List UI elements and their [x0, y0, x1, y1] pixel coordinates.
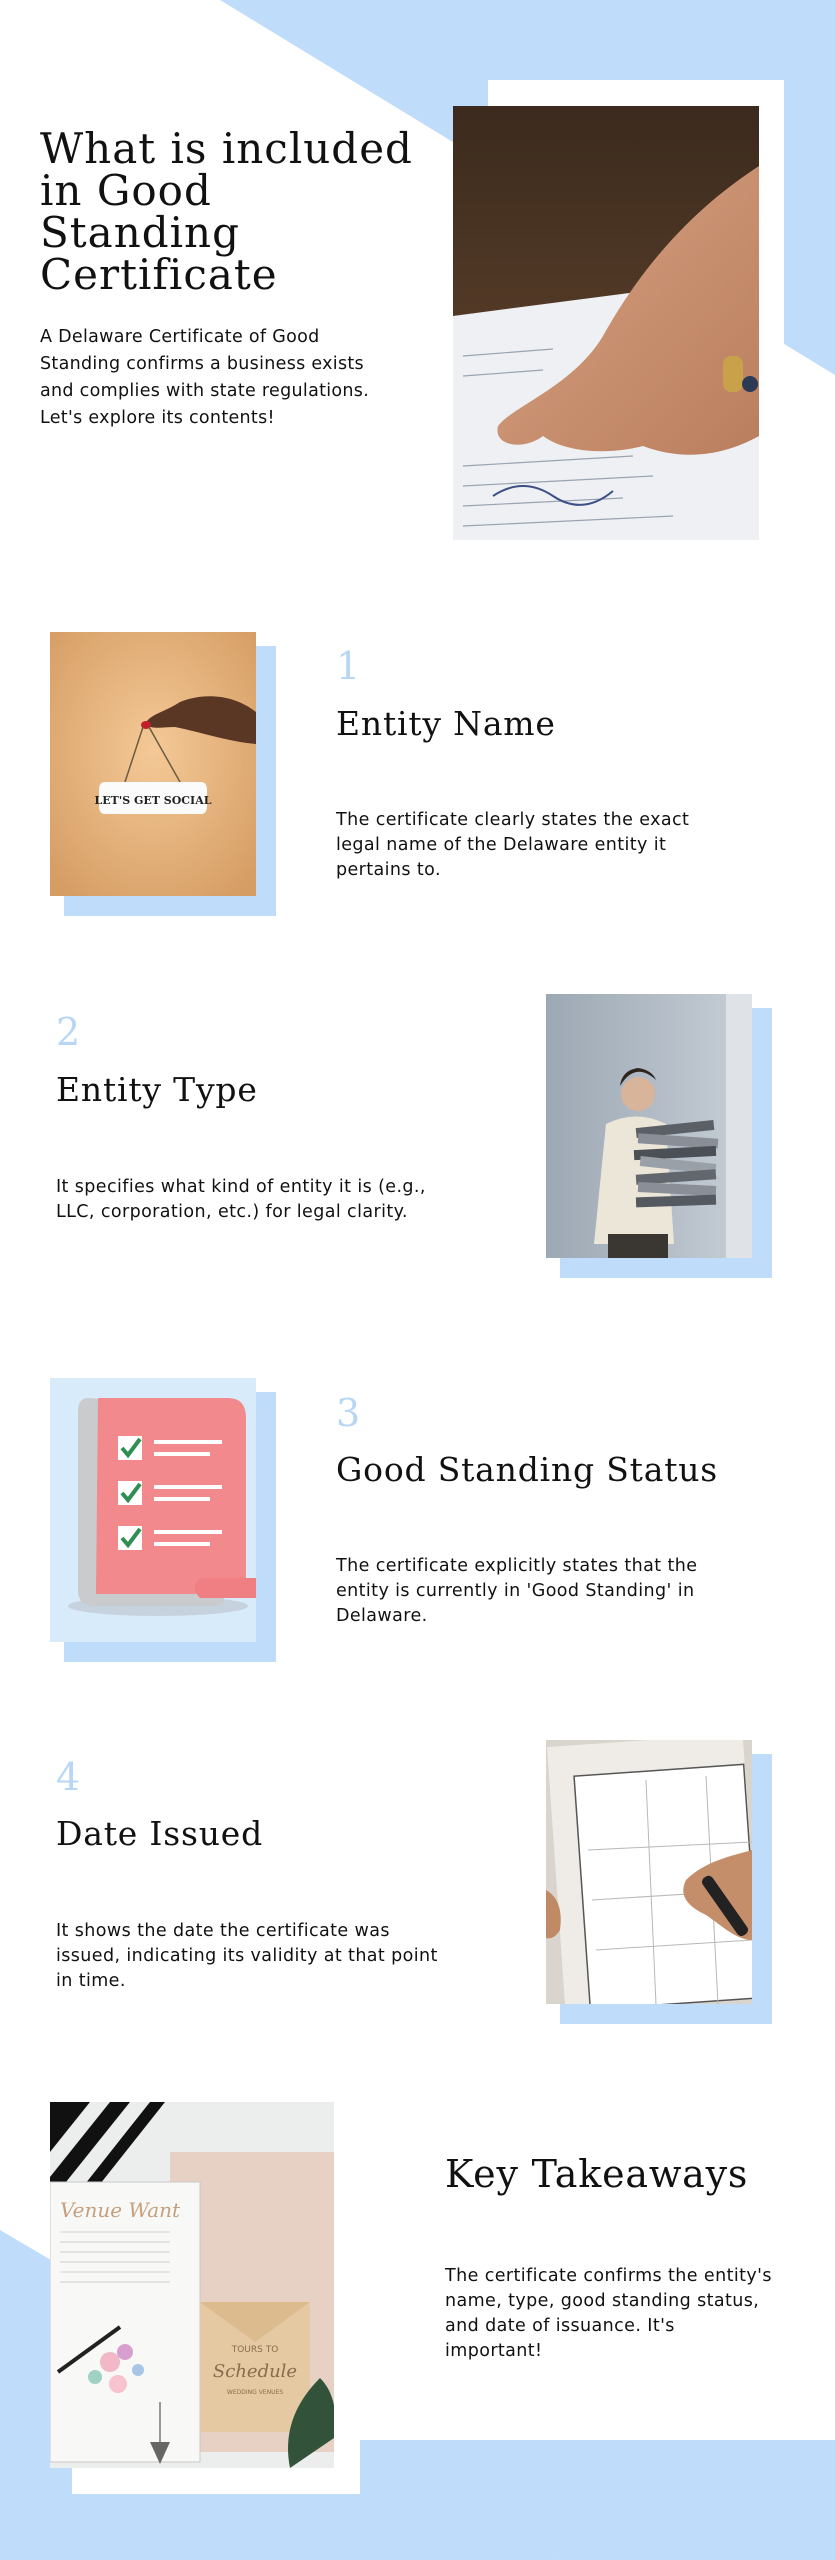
page-title: What is included in Good Standing Certificate — [40, 124, 413, 299]
hand-document-photo — [453, 106, 759, 540]
wedding-planner-photo — [50, 2102, 334, 2468]
section-2-number: 2 — [56, 1010, 81, 1054]
section-3-text: The certificate explicitly states that the entity is currently in 'Good Standing' in Delaware. — [336, 1556, 698, 1626]
section-3-number: 3 — [336, 1391, 361, 1435]
sign-text: LET'S GET SOCIAL — [94, 794, 212, 807]
takeaways-title: Key Takeaways — [445, 2152, 749, 2196]
section-1-text: The certificate clearly states the exact legal name of the Delaware entity it pertains to. — [336, 810, 690, 880]
social-sign-photo — [50, 632, 256, 896]
section-2-text: It specifies what kind of entity it is (e.g., LLC, corporation, etc.) for legal clarity. — [56, 1177, 426, 1222]
checklist-illustration — [50, 1378, 256, 1642]
card-line1: TOURS TO — [231, 2345, 279, 2355]
calendar-writing-photo — [546, 1740, 752, 2004]
notebook-script: Venue Want — [60, 2198, 181, 2222]
card-script: Schedule — [212, 2361, 298, 2382]
section-2-title: Entity Type — [56, 1070, 258, 1109]
card-line2: WEDDING VENUES — [226, 2389, 284, 2396]
section-4-number: 4 — [56, 1755, 81, 1799]
section-1-title: Entity Name — [336, 704, 556, 743]
section-3-title: Good Standing Status — [336, 1450, 719, 1489]
person-carrying-binders-photo — [546, 994, 752, 1258]
section-4-title: Date Issued — [56, 1814, 264, 1853]
hero-description: A Delaware Certificate of Good Standing confirms a business exists and complies with state regulations. Let's explore its contents! — [40, 327, 370, 428]
section-4-text: It shows the date the certificate was issued, indicating its validity at that point in time. — [56, 1921, 438, 1991]
section-1-number: 1 — [336, 644, 361, 688]
takeaways-text: The certificate confirms the entity's name, type, good standing status, and date of issuance. It's important! — [445, 2266, 772, 2361]
